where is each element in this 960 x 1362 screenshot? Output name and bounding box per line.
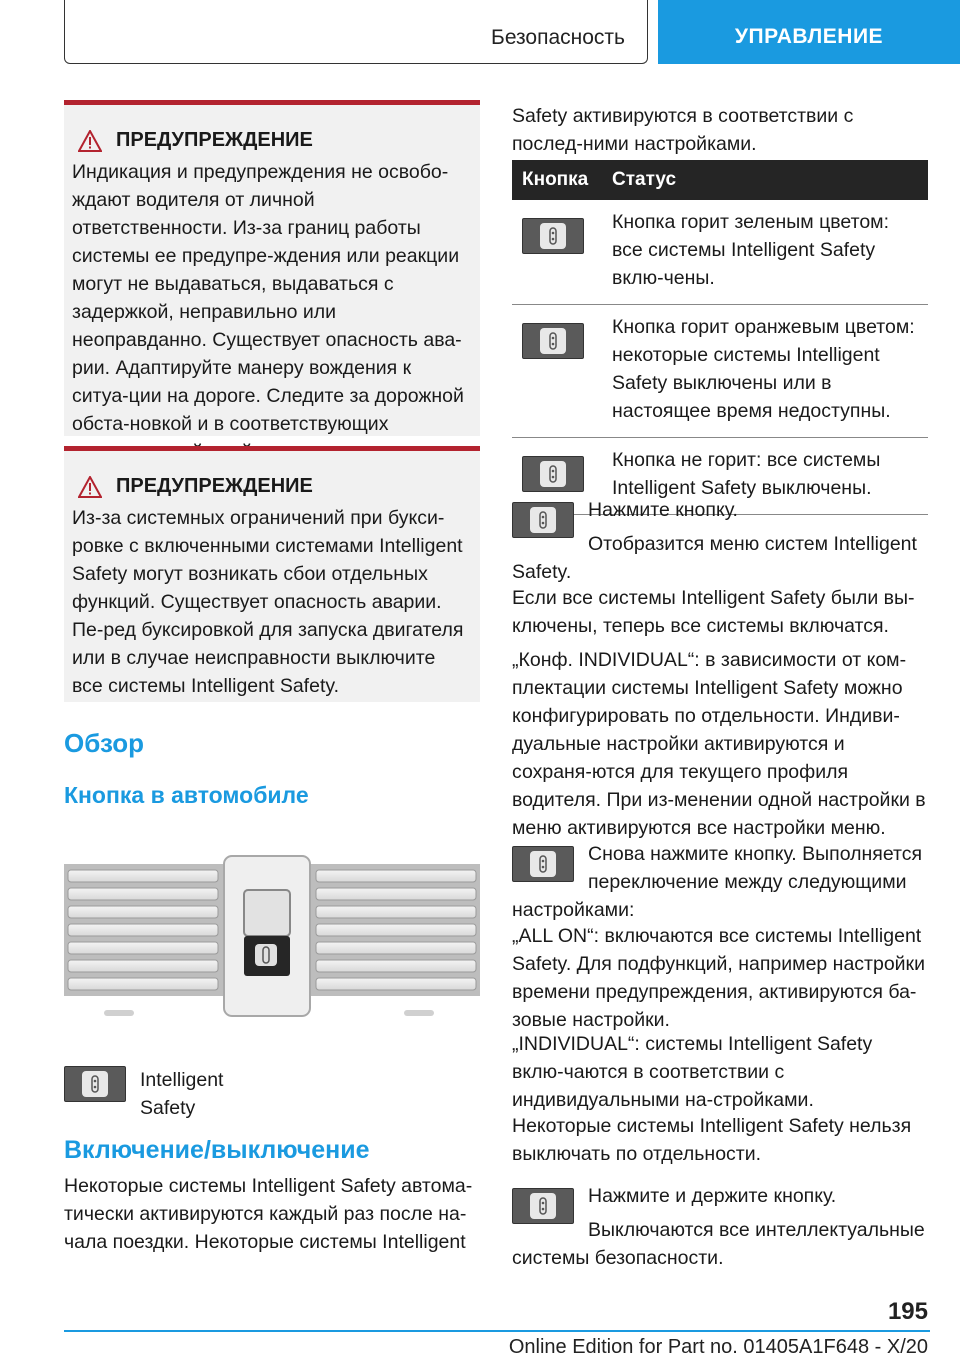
step-action: Нажмите и держите кнопку.	[588, 1185, 837, 1207]
paragraph-cannot-disable: Некоторые системы Intelligent Safety нельзя выключать по отдельности.	[512, 1115, 912, 1165]
button-icon	[512, 502, 574, 538]
warning-box-2	[64, 446, 480, 702]
status-table	[512, 160, 928, 515]
button-icon	[512, 1188, 574, 1224]
vehicle-button-photo	[64, 826, 480, 1046]
table-cell-status: Кнопка горит зеленым цветом: все системы Intelligent Safety вклю-чены.	[602, 200, 928, 305]
header-section-title: Безопасность	[491, 26, 625, 49]
overview-subheading: Кнопка в автомобиле	[64, 782, 309, 808]
paragraph-all-on: „ALL ON“: включаются все системы Intelligent Safety. Для подфункций, например настройки времени предупреждения, активируются ба-зовые настройки.	[512, 925, 925, 1031]
right-intro: Safety активируются в соответствии с послед-ними настройками.	[512, 105, 854, 155]
warning-text: Индикация и предупреждения не освобо-ждают водителя от личной ответственности. Из-за границ работы системы ее предупре-ждения или реакции могут не выдаваться, выдаваться с задержкой, неправильно или неоправданно. Существует опасность ава-рии. Адаптируйте манеру вождения к ситуа-ции на дороге. Следите за дорожной обста-новкой и в соответствующих	[72, 161, 464, 435]
page-number: 195	[887, 1298, 928, 1325]
overview-heading: Обзор	[64, 728, 144, 758]
intelligent-safety-button-icon	[64, 1066, 126, 1102]
button-icon	[512, 846, 574, 882]
table-header-status: Статус	[602, 160, 928, 200]
warning-title: ПРЕДУПРЕЖДЕНИЕ	[116, 129, 313, 151]
paragraph-all-off: Если все системы Intelligent Safety были вы-ключены, теперь все системы включатся.	[512, 587, 915, 637]
table-row	[512, 200, 928, 305]
button-off-icon	[522, 456, 584, 492]
onoff-heading: Включение/выключение	[64, 1136, 370, 1164]
warning-triangle-icon	[78, 130, 102, 152]
warning-box-1	[64, 100, 480, 436]
warning-triangle-icon	[78, 476, 102, 498]
footer-divider	[64, 1330, 930, 1332]
step-action: Снова нажмите кнопку. Выполняется переключение между следующими настройками:	[512, 843, 923, 921]
step-action: Нажмите кнопку.	[588, 499, 738, 521]
header-section-box	[64, 0, 648, 64]
table-header-button: Кнопка	[512, 160, 602, 200]
step-result: Выключаются все интеллектуальные системы безопасности.	[512, 1219, 925, 1269]
paragraph-individual-config: „Конф. INDIVIDUAL“: в зависимости от ком-плектации системы Intelligent Safety можно конфигурировать по отдельности. Индиви-дуальные настройки активируются и сохраня-ются для текущего профиля водителя. При из-менении одной настройки в меню активируются все настройки меню.	[512, 649, 926, 839]
header-chapter-tab[interactable]: УПРАВЛЕНИЕ	[658, 0, 960, 64]
paragraph-individual: „INDIVIDUAL“: системы Intelligent Safety вклю-чаются в соответствии с индивидуальными на-стройками.	[512, 1033, 873, 1111]
button-orange-icon	[522, 323, 584, 359]
onoff-text: Некоторые системы Intelligent Safety автома-тически активируются каждый раз после на-чала поездки. Некоторые системы Intelligent	[64, 1175, 473, 1253]
button-caption: Intelligent Safety	[140, 1069, 224, 1119]
step-result: Отобразится меню систем Intelligent Safety.	[512, 533, 917, 583]
footer-edition: Online Edition for Part no. 01405A1F648 - X/20	[508, 1336, 928, 1358]
step-press	[512, 496, 928, 586]
warning-title: ПРЕДУПРЕЖДЕНИЕ	[116, 475, 313, 497]
step-press-again	[512, 840, 928, 924]
button-green-icon	[522, 218, 584, 254]
table-cell-status: Кнопка горит оранжевым цветом: некоторые системы Intelligent Safety выключены или в настоящее время недоступны.	[602, 305, 928, 438]
warning-text: Из-за системных ограничений при букси-ровке с включенными системами Intelligent Safety могут возникать сбои отдельных функций. Существует опасность аварии. Пе-ред буксировкой для запуска двигателя или в случае неисправности выключите все системы Intelligent Safety.	[72, 507, 464, 697]
table-row	[512, 305, 928, 438]
table-cell-status: Кнопка не горит: все системы Intelligent Safety выключены.	[602, 438, 928, 515]
step-press-hold	[512, 1182, 928, 1272]
